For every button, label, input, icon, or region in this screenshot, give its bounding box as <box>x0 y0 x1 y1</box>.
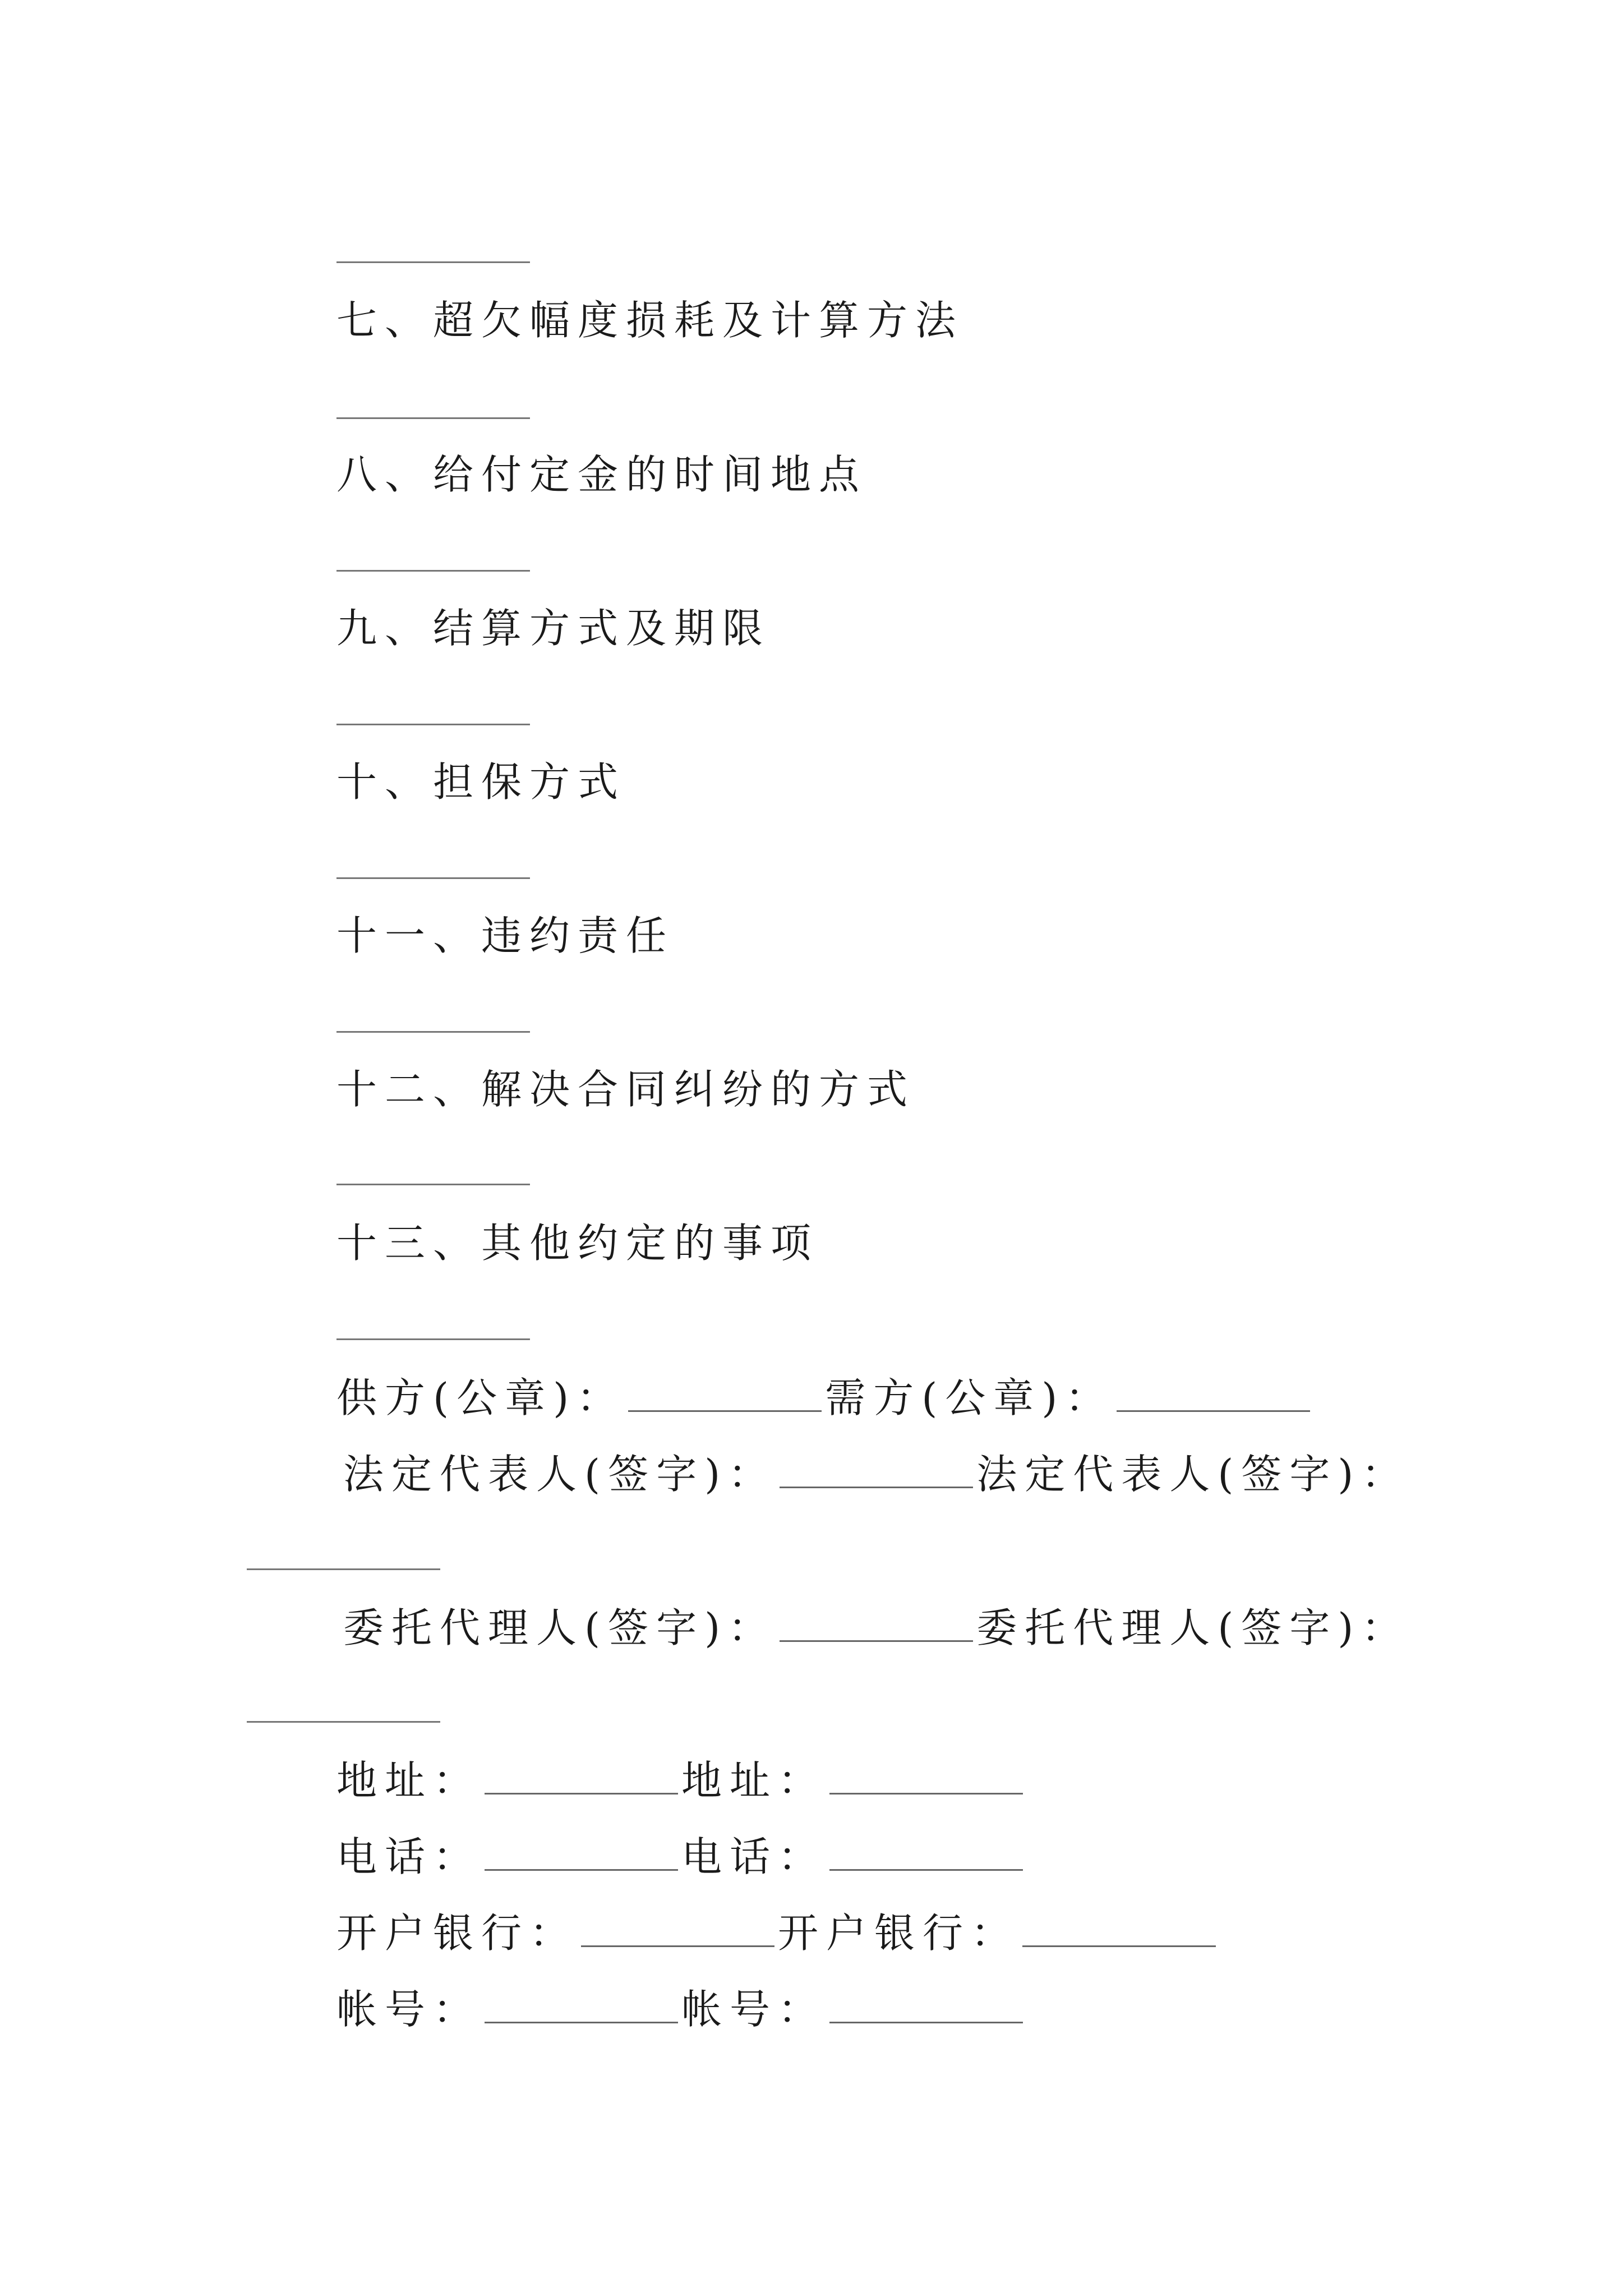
supplier-seal-blank[interactable] <box>628 1378 822 1412</box>
fill-line[interactable] <box>336 417 530 419</box>
address-line <box>336 1757 1026 1804</box>
fill-line[interactable] <box>336 724 530 725</box>
address-label: 地址： <box>336 1757 482 1804</box>
account-blank-2[interactable] <box>829 1989 1023 2023</box>
supplier-seal-label: 供方(公章)： <box>336 1374 625 1421</box>
agent-blank-2[interactable] <box>247 1721 440 1723</box>
address-blank-2[interactable] <box>829 1760 1023 1795</box>
section-heading-13: 十三、其他约定的事项 <box>336 1220 819 1267</box>
section-heading-10: 十、担保方式 <box>336 758 626 806</box>
section-heading-12: 十二、解决合同纠纷的方式 <box>336 1066 916 1113</box>
fill-line[interactable] <box>336 261 530 263</box>
account-line <box>336 1986 1026 2033</box>
section-heading-9: 九、结算方式及期限 <box>336 605 771 652</box>
fill-line[interactable] <box>336 1184 530 1185</box>
bank-blank[interactable] <box>581 1913 774 1947</box>
fill-line[interactable] <box>336 570 530 572</box>
phone-label: 电话： <box>336 1833 482 1880</box>
buyer-seal-label: 需方(公章)： <box>825 1374 1114 1421</box>
legal-rep-line <box>343 1451 1410 1498</box>
bank-label: 开户银行： <box>336 1910 578 1957</box>
section-heading-8: 八、给付定金的时间地点 <box>336 451 868 498</box>
fill-line[interactable] <box>336 877 530 879</box>
legal-rep-label-2: 法定代表人(签字)： <box>976 1451 1410 1498</box>
agent-line <box>343 1604 1410 1651</box>
legal-rep-blank[interactable] <box>780 1454 973 1488</box>
agent-label: 委托代理人(签字)： <box>343 1604 777 1651</box>
account-blank[interactable] <box>485 1989 678 2023</box>
phone-label-2: 电话： <box>681 1833 827 1880</box>
phone-blank-2[interactable] <box>829 1837 1023 1871</box>
phone-blank[interactable] <box>485 1837 678 1871</box>
legal-rep-label: 法定代表人(签字)： <box>343 1451 777 1498</box>
bank-line <box>336 1910 1219 1957</box>
fill-line[interactable] <box>336 1031 530 1033</box>
account-label: 帐号： <box>336 1986 482 2033</box>
address-label-2: 地址： <box>681 1757 827 1804</box>
legal-rep-blank-2[interactable] <box>247 1568 440 1570</box>
address-blank[interactable] <box>485 1760 678 1795</box>
section-heading-7: 七、超欠幅度损耗及计算方法 <box>336 297 964 344</box>
agent-blank[interactable] <box>780 1608 973 1642</box>
phone-line <box>336 1833 1026 1880</box>
bank-label-2: 开户银行： <box>778 1910 1020 1957</box>
seal-line <box>336 1374 1313 1421</box>
account-label-2: 帐号： <box>681 1986 827 2033</box>
section-heading-11: 十一、违约责任 <box>336 912 675 959</box>
agent-label-2: 委托代理人(签字)： <box>976 1604 1410 1651</box>
fill-line[interactable] <box>336 1338 530 1340</box>
bank-blank-2[interactable] <box>1022 1913 1216 1947</box>
buyer-seal-blank[interactable] <box>1117 1378 1310 1412</box>
